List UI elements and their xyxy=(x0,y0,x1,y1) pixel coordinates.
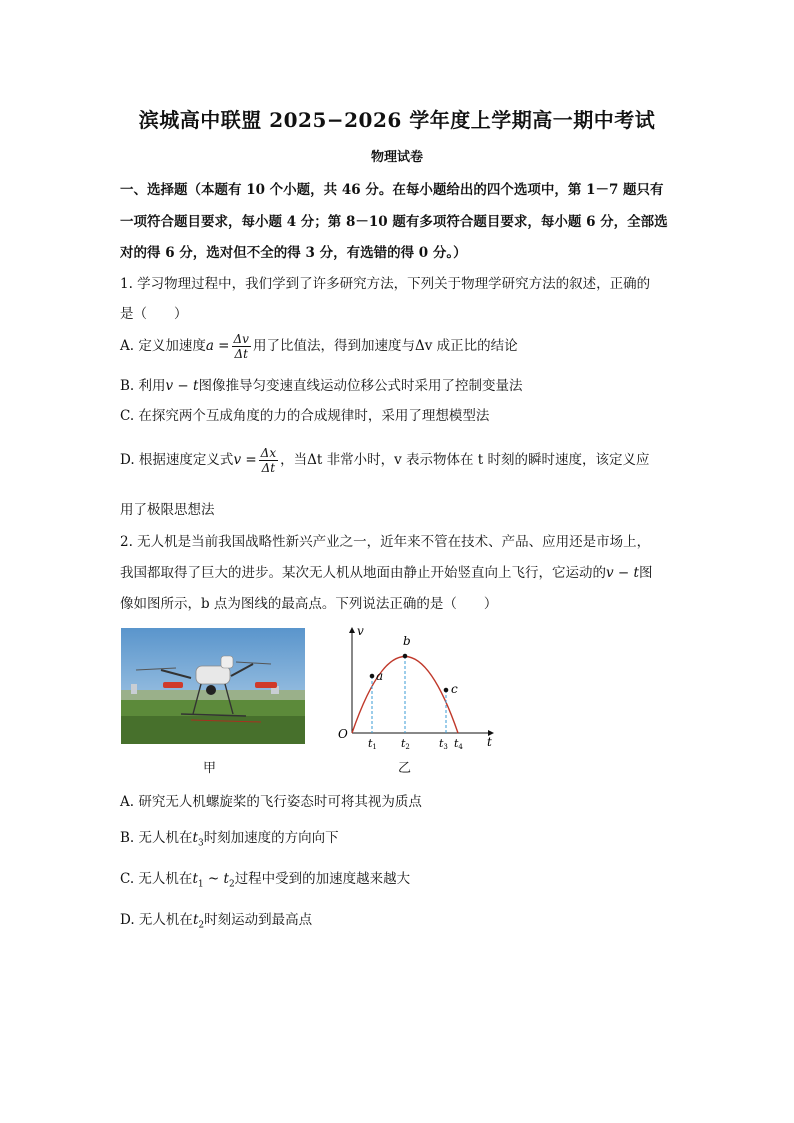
q1-b-prefix: B. 利用 xyxy=(120,378,166,394)
q1-option-d-line2: 用了极限思想法 xyxy=(120,502,215,518)
q1-b-vt: v − t xyxy=(165,378,199,394)
q2-c-prefix: C. 无人机在 xyxy=(120,871,193,887)
point-b-label: b xyxy=(403,634,411,648)
q2-d-t: t xyxy=(192,912,199,928)
caption-left: 甲 xyxy=(203,761,217,776)
v-axis-label: v xyxy=(357,624,364,638)
point-c-label: c xyxy=(451,682,458,696)
tick-t1: t1 xyxy=(368,737,377,751)
q2-stem2-prefix: 我国都取得了巨大的进步。某次无人机从地面由静止开始竖直向上飞行，它运动的 xyxy=(120,565,606,581)
q1-option-b xyxy=(120,374,522,394)
exam-subtitle: 物理试卷 xyxy=(370,150,423,165)
q1-a-numerator: Δv xyxy=(233,332,249,346)
tick-t2: t2 xyxy=(401,737,410,751)
q1-a-lhs: a = xyxy=(205,338,230,354)
q2-c-suffix: 过程中受到的加速度越来越大 xyxy=(234,871,411,887)
q2-stem2-vt: v − t xyxy=(606,565,639,581)
q2-b-prefix: B. 无人机在 xyxy=(120,830,193,846)
q2-stem-line1: 2. 无人机是当前我国战略性新兴产业之一，近年来不管在技术、产品、应用还是市场上， xyxy=(120,534,651,550)
q2-d-prefix: D. 无人机在 xyxy=(120,912,193,928)
exam-title: 滨城高中联盟 2025−2026 学年度上学期高一期中考试 xyxy=(138,108,656,132)
q2-c-tilde: ~ xyxy=(203,871,224,887)
q2-option-d xyxy=(120,908,312,931)
q1-d-suffix: ，当Δt 非常小时，v 表示物体在 t 时刻的瞬时速度，该定义应 xyxy=(280,452,650,468)
section-instructions-line1: 一、选择题（本题有 10 个小题，共 46 分。在每小题给出的四个选项中，第 1－7 题只有 xyxy=(120,182,664,198)
q1-d-lhs: v = xyxy=(233,452,257,468)
caption-right: 乙 xyxy=(398,761,412,776)
q2-b-suffix: 时刻加速度的方向向下 xyxy=(203,830,339,846)
q1-b-suffix: 图像推导匀变速直线运动位移公式时采用了控制变量法 xyxy=(198,378,523,394)
q2-stem2-suffix: 图 xyxy=(638,565,653,581)
q2-stem-line3: 像如图所示，b 点为图线的最高点。下列说法正确的是（ ） xyxy=(120,596,498,612)
q2-option-c xyxy=(120,867,410,890)
q1-d-fraction xyxy=(259,446,278,475)
section-instructions-line2: 一项符合题目要求，每小题 4 分；第 8－10 题有多项符合题目要求，每小题 6 分，全部选 xyxy=(120,214,668,230)
point-a-marker xyxy=(370,674,375,679)
q2-c-t2: t xyxy=(223,871,229,887)
q2-c-t1: t xyxy=(192,871,198,887)
q2-b-sub: 3 xyxy=(197,838,204,849)
q1-a-denominator: Δt xyxy=(234,347,248,361)
q2-c-sub2: 2 xyxy=(228,879,235,890)
q1-a-prefix: A. 定义加速度 xyxy=(120,338,206,354)
q1-stem-line2: 是（ ） xyxy=(120,306,188,322)
point-b-marker xyxy=(403,654,408,659)
point-a-label: a xyxy=(376,669,384,683)
q2-option-a: A. 研究无人机螺旋桨的飞行姿态时可将其视为质点 xyxy=(120,794,422,810)
tick-t3: t3 xyxy=(439,737,448,751)
q1-stem-line1: 1. 学习物理过程中，我们学到了许多研究方法，下列关于物理学研究方法的叙述，正确的 xyxy=(120,276,651,292)
point-c-marker xyxy=(444,688,449,693)
q1-a-fraction xyxy=(232,332,251,361)
q1-option-a xyxy=(120,332,518,361)
q2-b-t: t xyxy=(192,830,198,846)
q2-stem-line2 xyxy=(120,561,652,581)
vt-graph xyxy=(335,620,505,755)
q1-a-suffix: 用了比值法，得到加速度与Δv 成正比的结论 xyxy=(252,338,518,354)
section-instructions-line3: 对的得 6 分，选对但不全的得 3 分，有选错的得 0 分。） xyxy=(120,245,467,261)
q1-option-c: C. 在探究两个互成角度的力的合成规律时，采用了理想模型法 xyxy=(120,408,490,424)
q1-option-d xyxy=(120,446,650,475)
q2-d-sub: 2 xyxy=(198,920,205,931)
q1-d-denominator: Δt xyxy=(261,461,276,475)
origin-label: O xyxy=(338,727,348,741)
tick-t4: t4 xyxy=(454,737,463,751)
q2-c-sub1: 1 xyxy=(197,879,204,890)
drone-photo xyxy=(121,628,305,744)
t-axis-label: t xyxy=(487,735,492,749)
q2-d-suffix: 时刻运动到最高点 xyxy=(204,912,313,928)
q2-option-b xyxy=(120,826,339,849)
q1-d-numerator: Δx xyxy=(260,446,277,460)
q1-d-prefix: D. 根据速度定义式 xyxy=(120,452,234,468)
